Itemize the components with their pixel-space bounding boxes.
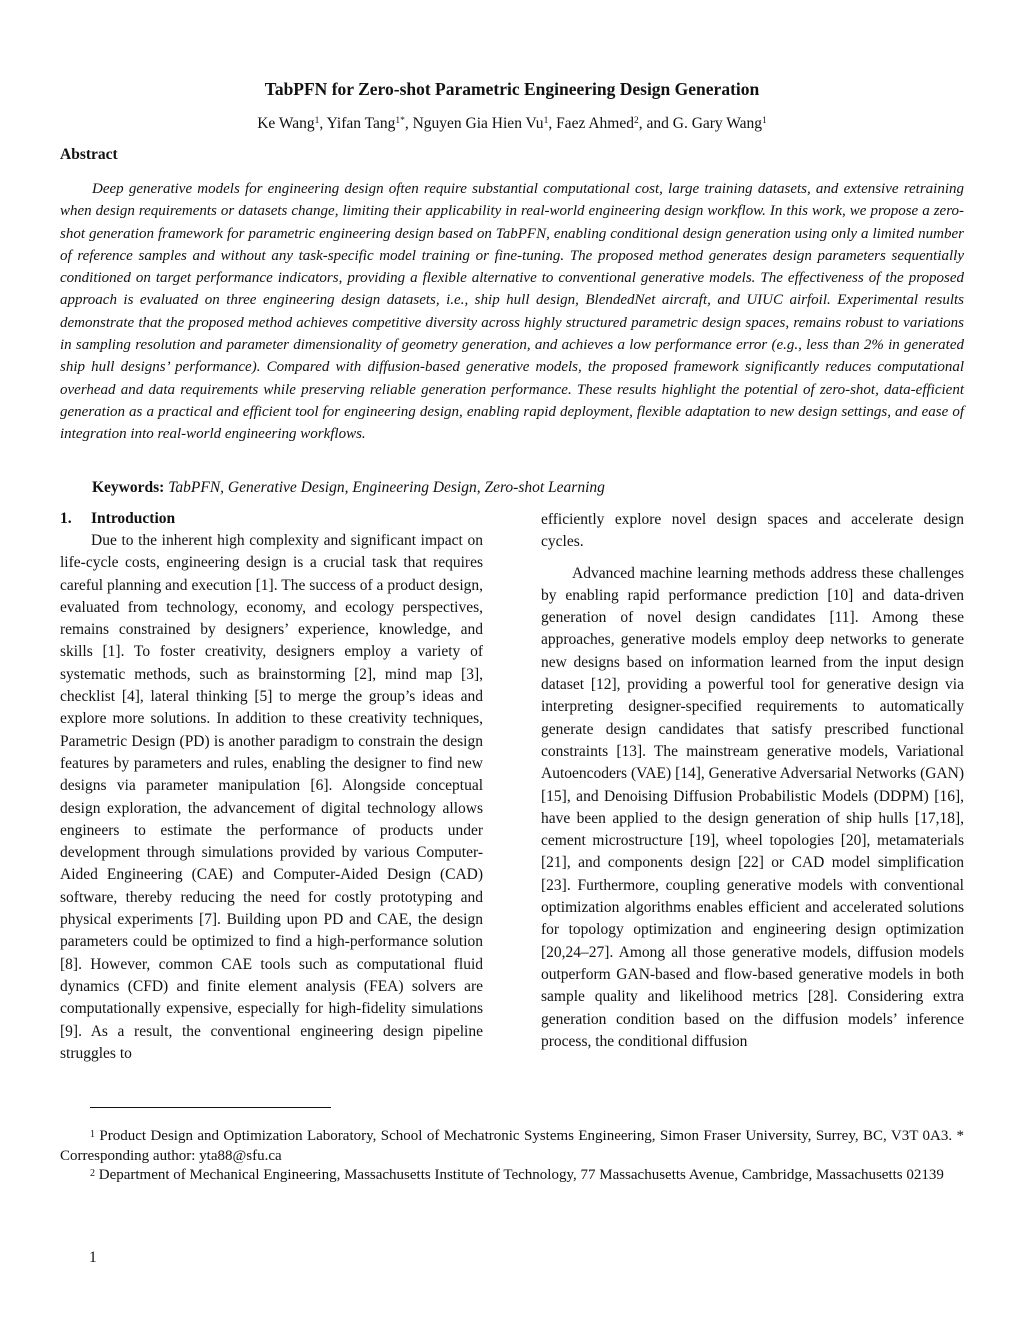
author-separator: , xyxy=(548,115,557,132)
author-affiliation-mark: 1* xyxy=(395,116,405,126)
keywords-label: Keywords: xyxy=(92,479,165,496)
footnote-mark: 1 xyxy=(90,1129,95,1140)
author-separator: , and xyxy=(638,115,673,132)
abstract-text: Deep generative models for engineering design often require substantial computational cost, large training datasets, and extensive retraining when design requirements or datasets change, limiting their applicability in real-world engineering design workflow. In this work, we propose a zero-shot generation framework for parametric engineering design based on TabPFN, enabling conditional design generation using only a limited number of reference samples and without any task-specific model training or fine-tuning. The proposed method generates design parameters sequentially conditioned on target performance indicators, providing a flexible alternative to conventional generative models. The effectiveness of the proposed approach is evaluated on three engineering design datasets, i.e., ship hull design, BlendedNet aircraft, and UIUC airfoil. Experimental results demonstrate that the proposed method achieves competitive diversity across highly structured parametric design spaces, remains robust to variations in sampling resolution and parameter dimensionality of geometry generation, and achieves a low performance error (e.g., less than 2% in generated ship hull designs’ performance). Compared with diffusion-based generative models, the proposed framework significantly reduces computational overhead and data requirements while preserving reliable generation performance. These results highlight the potential of zero-shot, data-efficient generation as a practical and efficient tool for engineering design, enabling rapid deployment, flexible adaptation to new design settings, and ease of integration into real-world engineering workflows. xyxy=(60,181,964,443)
intro-paragraph: Due to the inherent high complexity and significant impact on life-cycle costs, engineering design is a crucial task that requires careful planning and execution [1]. The success of a product design, evaluated from technology, economy, and ecology perspectives, remains constrained by designers’ experience, knowledge, and skills [1]. To foster creativity, designers employ a variety of systematic methods, such as brainstorming [2], mind map [3], checklist [4], lateral thinking [5] to merge the group’s ideas and explore more solutions. In addition to these creativity techniques, Parametric Design (PD) is another paradigm to constrain the design features by parameters and rules, enabling the designer to find new designs via parameter manipulation [6]. Alongside conceptual design exploration, the advancement of digital technology allows engineers to estimate the performance of products under development through simulations provided by various Computer-Aided Engineering (CAE) and Computer-Aided Design (CAD) software, thereby reducing the need for costly prototyping and physical experiments [7]. Building upon PD and CAE, the design parameters could be optimized to find a high-performance solution [8]. However, common CAE tools such as computational fluid dynamics (CFD) and finite element analysis (FEA) solvers are computationally expensive, especially for high-fidelity simulations [9]. As a result, the conventional engineering design pipeline struggles to xyxy=(60,532,483,1062)
footnote-text: Department of Mechanical Engineering, Massachusetts Institute of Technology, 77 Massachusetts Avenue, Cambridge, Massachusetts 02139 xyxy=(98,1167,944,1183)
author-affiliation-mark: 1 xyxy=(314,116,320,126)
section-heading-introduction xyxy=(60,509,483,530)
author-affiliation-mark: 2 xyxy=(633,116,639,126)
author-name: G. Gary Wang xyxy=(672,115,763,132)
footnote xyxy=(60,1127,964,1166)
footnote-mark: 2 xyxy=(90,1168,95,1179)
paper-title: TabPFN for Zero-shot Parametric Engineering Design Generation xyxy=(264,79,760,99)
left-column xyxy=(60,509,483,1065)
author-affiliation-mark: 1 xyxy=(762,116,767,126)
right-column xyxy=(541,509,964,1053)
author-name: Nguyen Gia Hien Vu xyxy=(412,115,544,132)
keywords-text: TabPFN, Generative Design, Engineering Design, Zero-shot Learning xyxy=(168,479,605,496)
intro-paragraph-continued: efficiently explore novel design spaces and accelerate design cycles. xyxy=(541,511,964,551)
footnote-text: Product Design and Optimization Laboratory, School of Mechatronic Systems Engineering, Simon Fraser University, Surrey, BC, V3T 0A3. * Corresponding author: yta88@sfu.ca xyxy=(60,1128,965,1164)
section-number: 1. xyxy=(60,510,72,527)
page-number: 1 xyxy=(89,1249,97,1266)
abstract-heading: Abstract xyxy=(60,146,118,163)
author-separator: , xyxy=(319,115,327,132)
footnote-divider xyxy=(90,1107,331,1108)
intro-paragraph: Advanced machine learning methods address these challenges by enabling rapid performance prediction [10] and data-driven generation of novel design candidates [11]. Among these approaches, generative models employ deep networks to generate new designs based on information learned from the input design dataset [12], providing a powerful tool for generative design via interpreting designer-specified requirements to automatically generate design candidates that satisfy prescribed functional constraints [13]. The mainstream generative models, Variational Autoencoders (VAE) [14], Generative Adversarial Networks (GAN) [15], and Denoising Diffusion Probabilistic Models (DDPM) [16], have been applied to the design generation of ship hulls [17,18], cement microstructure [19], wheel topologies [20], metamaterials [21], and components design [22] or CAD model simplification [23]. Furthermore, coupling generative models with conventional optimization algorithms enables efficient and accelerated solutions for topology optimization and engineering design optimization [20,24–27]. Among all those generative models, diffusion models outperform GAN-based and flow-based generative models in both sample quality and likelihood metrics [28]. Considering extra generation condition based on the diffusion models’ inference process, the conditional diffusion xyxy=(541,564,964,1050)
author-list xyxy=(0,114,1024,134)
keywords xyxy=(92,478,605,498)
footnote xyxy=(60,1166,964,1186)
author-separator: , xyxy=(404,115,413,132)
section-title: Introduction xyxy=(91,510,176,527)
author-affiliation-mark: 1 xyxy=(543,116,549,126)
author-name: Yifan Tang xyxy=(326,115,396,132)
author-name: Faez Ahmed xyxy=(556,115,634,132)
footnotes xyxy=(60,1127,964,1186)
author-name: Ke Wang xyxy=(257,115,315,132)
